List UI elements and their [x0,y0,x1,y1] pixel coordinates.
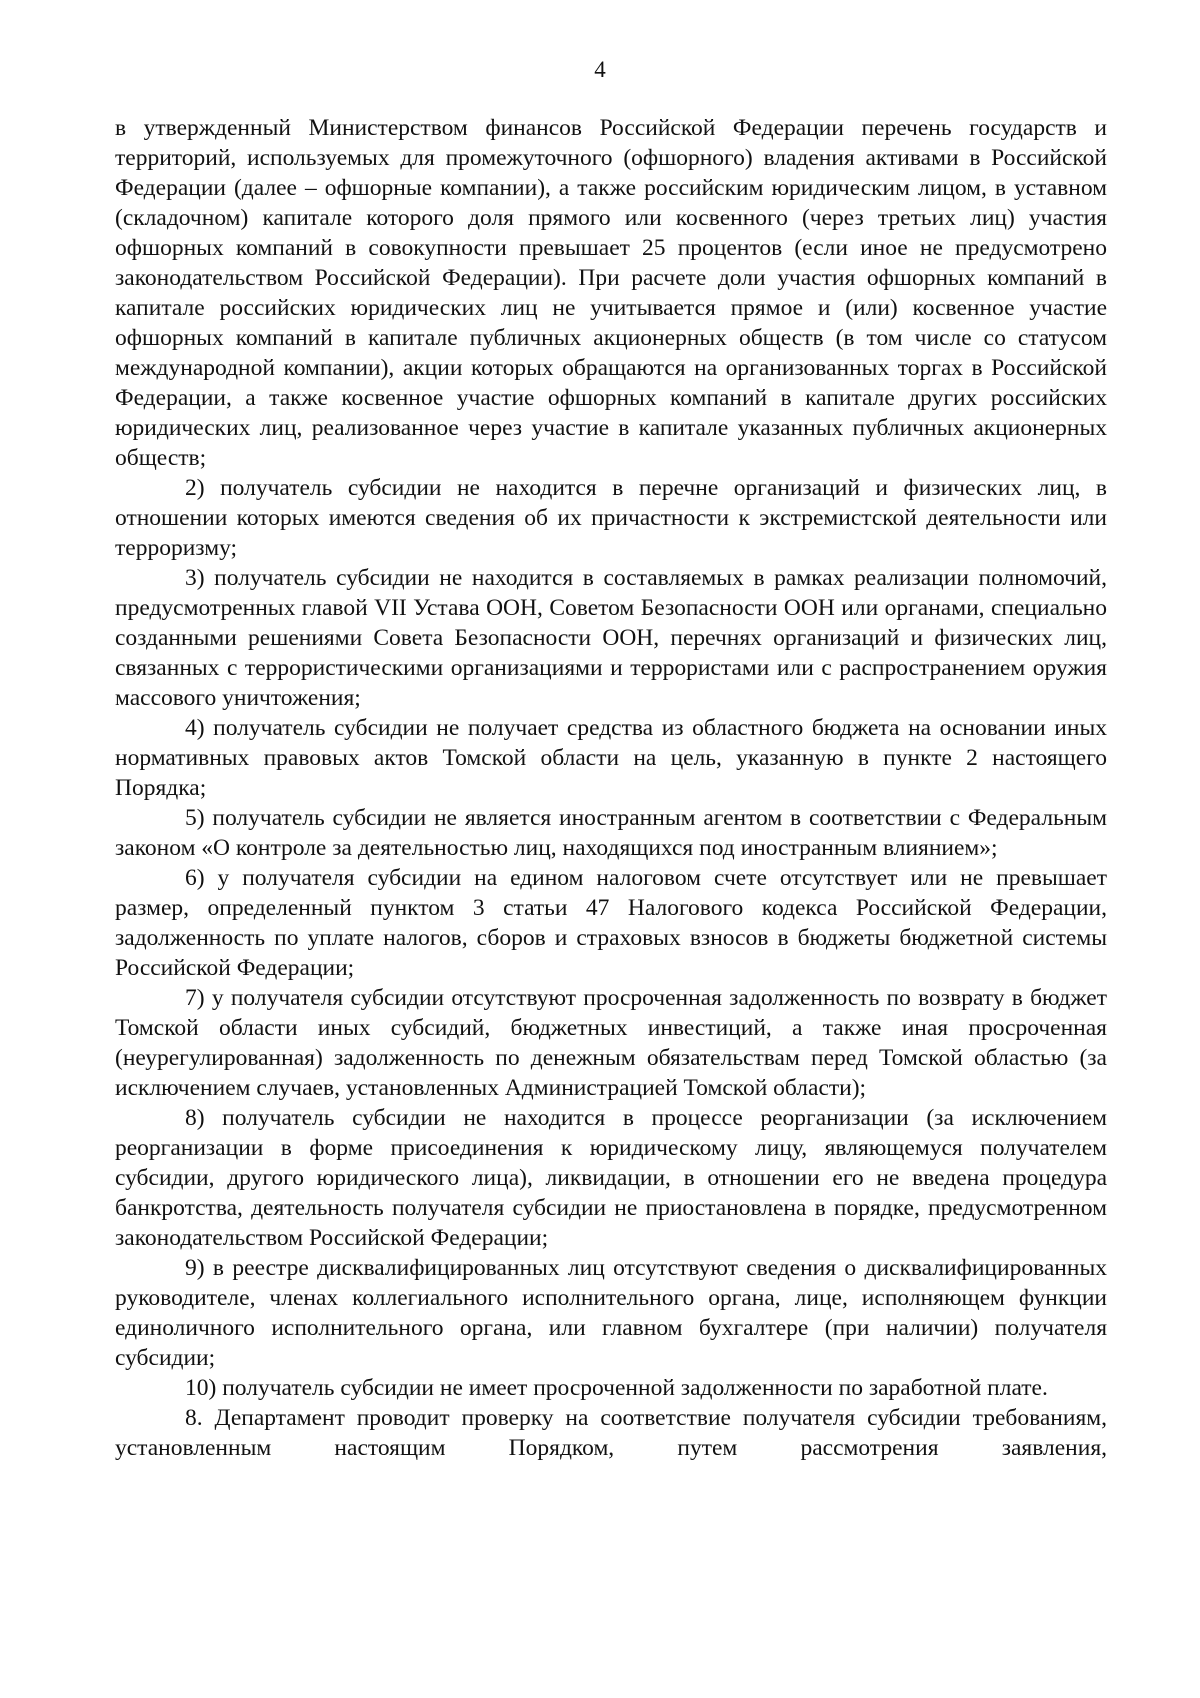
paragraph-item-10: 10) получатель субсидии не имеет просроченной задолженности по заработной плате. [185,1375,1048,1401]
paragraph-item-5: 5) получатель субсидии не является иностранным агентом в соответствии с Федеральным законом «О контроле за деятельностью лиц, находящихся под иностранным влиянием»; [115,805,1107,861]
paragraph-item-3: 3) получатель субсидии не находится в составляемых в рамках реализации полномочий, предусмотренных главой VII Устава ООН, Советом Безопасности ООН или органами, специально созданными решениями Совета Безопасности ООН, перечнях организаций и физических лиц, связанных с террористическими организациями и террористами или с распространением оружия массового уничтожения; [115,565,1107,711]
paragraph-item-8: 8) получатель субсидии не находится в процессе реорганизации (за исключением реорганизации в форме присоединения к юридическому лицу, являющемуся получателем субсидии, другого юридического лица), ликвидации, в отношении его не введена процедура банкротства, деятельность получателя субсидии не приостановлена в порядке, предусмотренном законодательством Российской Федерации; [115,1105,1107,1251]
document-body [115,113,1107,1463]
page-number: 4 [594,57,606,82]
paragraph-item-6: 6) у получателя субсидии на едином налоговом счете отсутствует или не превышает размер, определенный пунктом 3 статьи 47 Налогового кодекса Российской Федерации, задолженность по уплате налогов, сборов и страховых взносов в бюджеты бюджетной системы Российской Федерации; [115,865,1107,981]
paragraph-offshore-continuation: в утвержденный Министерством финансов Российской Федерации перечень государств и территорий, используемых для промежуточного (офшорного) владения активами в Российской Федерации (далее – офшорные компании), а также российским юридическим лицом, в уставном (складочном) капитале которого доля прямого или косвенного (через третьих лиц) участия офшорных компаний в совокупности превышает 25 процентов (если иное не предусмотрено законодательством Российской Федерации). При расчете доли участия офшорных компаний в капитале российских юридических лиц не учитывается прямое и (или) косвенное участие офшорных компаний в капитале публичных акционерных обществ (в том числе со статусом международной компании), акции которых обращаются на организованных торгах в Российской Федерации, а также косвенное участие офшорных компаний в капитале других российских юридических лиц, реализованное через участие в капитале указанных публичных акционерных обществ; [115,115,1107,471]
paragraph-section-8: 8. Департамент проводит проверку на соответствие получателя субсидии требованиям, установленным настоящим Порядком, путем рассмотрения заявления, [115,1405,1107,1461]
paragraph-item-9: 9) в реестре дисквалифицированных лиц отсутствуют сведения о дисквалифицированных руководителе, членах коллегиального исполнительного органа, лице, исполняющем функции единоличного исполнительного органа, или главном бухгалтере (при наличии) получателя субсидии; [115,1255,1107,1371]
paragraph-item-7: 7) у получателя субсидии отсутствуют просроченная задолженность по возврату в бюджет Томской области иных субсидий, бюджетных инвестиций, а также иная просроченная (неурегулированная) задолженность по денежным обязательствам перед Томской областью (за исключением случаев, установленных Администрацией Томской области); [115,985,1107,1101]
paragraph-item-4: 4) получатель субсидии не получает средства из областного бюджета на основании иных нормативных правовых актов Томской области на цель, указанную в пункте 2 настоящего Порядка; [115,715,1107,801]
paragraph-item-2: 2) получатель субсидии не находится в перечне организаций и физических лиц, в отношении которых имеются сведения об их причастности к экстремистской деятельности или терроризму; [115,475,1107,561]
